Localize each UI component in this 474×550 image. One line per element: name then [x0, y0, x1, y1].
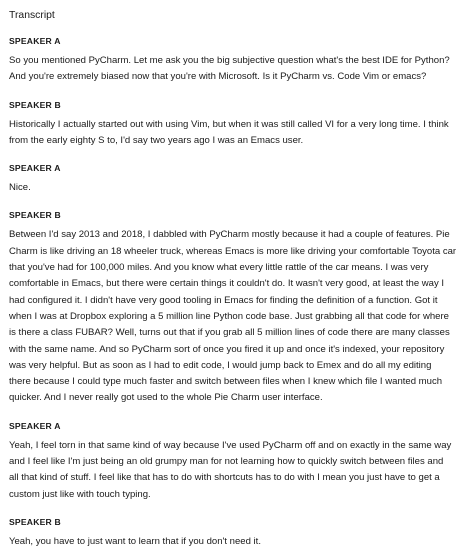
utterance-line: and I feel like I'm just being an old grumpy man for not learning how to quickly switch between files and [9, 456, 444, 468]
utterance-line: all that kind of stuff. I feel like that has to do with shortcuts has to do with I mean you just have to get a [9, 472, 440, 484]
utterance-line: And you're extremely biased now that you're with Microsoft. Is it PyCharm vs. Code Vim or emacs? [9, 71, 427, 83]
speaker-label: SPEAKER A [9, 36, 61, 46]
utterance-line: Historically I actually started out with using Vim, but when it was still called VI for a very long time. I think [9, 118, 449, 130]
utterance-line: comfortable in Emacs, but there were certain things it couldn't do. It wasn't very good, at least the way I [9, 278, 445, 290]
utterance-text [9, 180, 465, 196]
utterance-line: with the same name. And so PyCharm sort of once you fired it up and once it's indexed, your repository [9, 343, 445, 355]
utterance-line: that you've had for 100,000 miles. And you know what every little rattle of the car means. I was very [9, 262, 429, 274]
utterance-line: Between I'd say 2013 and 2018, I dabbled with PyCharm mostly because it had a couple of features. Pie [9, 229, 450, 241]
utterance-line: quicker. And I never really got used to the whole Pie Charm user interface. [9, 392, 323, 404]
speaker-label: SPEAKER A [9, 420, 61, 431]
utterance-line: Charm is like driving an 18 wheeler truck, whereas Emacs is more like driving your comfortable Toyota car [9, 245, 457, 257]
utterance-line: there because I could type much faster and switch between files when I knew which file I wanted much [9, 376, 443, 388]
utterance-line: is there a class FUBAR? Well, turns out that if you grab all 5 million lines of code there are many classes [9, 327, 450, 339]
utterance-text [9, 438, 465, 503]
utterance-text [9, 534, 465, 550]
utterance-line: custom just like with touch typing. [9, 488, 151, 500]
utterance-line: from the early eighty S to, I'd say two years ago I was an Emacs user. [9, 134, 304, 146]
utterance-text [9, 227, 465, 406]
utterance-line: was very helpful. But as soon as I had to edit code, I would jump back to Emex and do all my editing [9, 359, 432, 371]
page-title: Transcript [9, 10, 55, 21]
utterance-text [9, 53, 465, 86]
utterance-line: had configured it. I didn't have very good tooling in Emacs for finding the definition of a function. Got it [9, 294, 438, 306]
utterance-text [9, 117, 465, 150]
speaker-label: SPEAKER B [9, 210, 61, 221]
utterance-line: Yeah, I feel torn in that same kind of way because I've used PyCharm off and on exactly in the same way [9, 439, 452, 451]
utterance-line: when I was at Dropbox exploring a 5 million line Python code base. Just grabbing all that code for where [9, 310, 449, 322]
speaker-label: SPEAKER A [9, 163, 61, 174]
speaker-label: SPEAKER B [9, 99, 61, 110]
transcript-body [9, 36, 465, 550]
utterance-line: Yeah, you have to just want to learn that if you don't need it. [9, 535, 261, 547]
utterance-line: Nice. [9, 182, 31, 194]
speaker-label: SPEAKER B [9, 516, 61, 527]
utterance-line: So you mentioned PyCharm. Let me ask you the big subjective question what's the best IDE for Python? [9, 55, 450, 66]
